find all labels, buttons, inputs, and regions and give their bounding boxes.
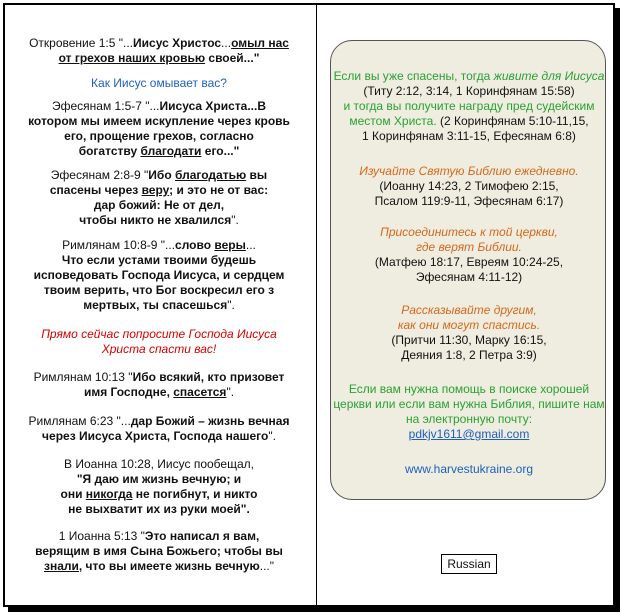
verse-bold: богатству [78,144,141,158]
verse-text: Римлянам 10:8-9 "... [62,238,176,252]
panel-join-church [331,225,607,285]
question-heading: Как Иисус омывает вас? [91,76,227,90]
email-link[interactable]: pdkjv1611@gmail.com [408,427,530,441]
verse-bold: Что если устами твоими будешь [61,253,257,267]
verse-bold-underline: веры [214,238,246,252]
verse-text: ". [227,298,235,312]
verse-bold: они [60,487,86,501]
panel-reference: 1 Коринфянам 3:11-15, Ефесянам 6:8) [362,129,576,143]
panel-orange-heading: Изучайте Святую Библию ежедневно. [359,164,579,178]
language-label: Russian [441,554,497,574]
verse-bold: дар божий: Не от дел, [93,198,225,212]
verse-bold: ; и это не от вас: [169,183,269,197]
panel-orange-heading: Присоединитесь к той церкви, [380,225,558,239]
prayer-call [14,327,304,357]
verse-bold: Ибо [148,168,175,182]
verse-text: ... [245,238,256,252]
verse-bold: Иисус Христос [133,36,222,50]
verse-bold: не погибнут, и никто [132,487,258,501]
panel-green-text: на электронную почту: [405,412,533,426]
panel-green-text: церкви или если вам нужна Библия, пишите нам [333,397,605,411]
panel-study-bible [331,164,607,209]
verse-bold-underline: веру [141,183,170,197]
verse-ephesians-1 [14,99,304,159]
panel-reference: (Иоанну 14:23, 2 Тимофею 2:15, [379,179,559,193]
prayer-line: Прямо сейчас попросите Господа Иисуса [41,327,277,341]
verse-text: Римлянам 6:23 "... [28,414,131,428]
verse-revelation [14,36,304,66]
verse-bold: исповедовать Господа Иисуса, и сердцем [33,268,285,282]
panel-reference: (Матфею 18:17, Евреям 10:24-25, [374,255,564,269]
verse-romans-10-8 [14,238,304,313]
panel-reference: (2 Коринфянам 5:10-11,15, [436,114,589,128]
verse-bold: Это написал я вам, [144,529,260,543]
verse-text: Эфесянам 1:5-7 "... [52,99,160,113]
fold-divider [316,5,317,605]
verse-text: Эфесянам 2:8-9 " [50,168,149,182]
panel-reference: Псалом 119:9-11, Эфесянам 6:17) [374,194,564,208]
panel-live-for-jesus [331,69,607,144]
verse-bold-underline: знали [44,559,79,573]
verse-bold: слово [175,238,215,252]
verse-bold-underline: никогда [85,487,133,501]
verse-bold: своей..." [205,51,260,65]
verse-text: ". [226,385,235,399]
verse-text: 1 Иоанна 5:13 " [58,529,145,543]
verse-bold: имя Господне, [83,385,174,399]
verse-bold-underline: спасется [173,385,227,399]
info-panel [330,40,606,500]
panel-orange-heading: где верят Библии. [416,240,522,254]
prayer-line: Христа спасти вас! [101,342,217,356]
verse-bold: дар Божий – жизнь вечная [130,414,290,428]
verse-text: ". [268,429,276,443]
verse-bold: его, прощение грехов, согласно [64,129,254,143]
verse-text: Римлянам 10:13 " [33,370,133,384]
verse-bold: его..." [201,144,240,158]
verse-bold: Иисуса Христа...В [159,99,266,113]
verse-bold-underline: от грехов наших [58,51,160,65]
verse-bold-underline: кровью [159,51,206,65]
verse-bold: спасены через [49,183,142,197]
website-link[interactable]: www.harvestukraine.org [404,462,534,476]
panel-contact [331,382,607,442]
panel-reference: Эфесянам 4:11-12) [415,270,523,284]
panel-orange-heading: как они могут спастись. [397,318,541,332]
verse-bold: , что вы имеете жизнь вечную [78,559,260,573]
verse-text: ". [231,213,239,227]
verse-romans-6-23 [14,414,304,444]
verse-bold: Ибо всякий, кто призовет [132,370,285,384]
verse-bold-underline: благодатью [175,168,247,182]
verse-bold: мертвых, ты спасешься [83,298,228,312]
panel-tell-others [331,303,607,363]
verse-text: В Иоанна 10:28, Иисус пообещал, [64,457,254,471]
panel-green-text: и тогда вы получите награду пред судейским [343,99,595,113]
panel-green-italic: живите для Иисуса [493,69,605,83]
panel-reference: (Притчи 11:30, Марку 16:15, [391,333,547,347]
panel-green-text: местом Христа. [349,114,437,128]
verse-bold-underline: благодати [140,144,202,158]
verse-bold: чтобы никто не хвалился [79,213,232,227]
verse-bold: верящим в имя Сына Божьего; чтобы вы [35,544,283,558]
panel-green-text: Если вам нужна помощь в поиске хорошей [348,382,590,396]
verse-romans-10-13 [14,370,304,400]
verse-ephesians-2 [14,168,304,228]
panel-reference: Деяния 1:8, 2 Петра 3:9) [401,348,537,362]
verse-text: Откровение 1:5 "... [29,36,134,50]
verse-bold: не выхватит их из руки моей". [68,502,250,516]
verse-bold: через Иисуса Христа, Господа нашего [42,429,269,443]
panel-green-text: Если вы уже спасены, тогда [333,69,494,83]
verse-1-john-5-13 [14,529,304,574]
verse-bold-underline: омыл нас [231,36,289,50]
verse-text: ... [221,36,232,50]
verse-bold: котором мы имеем искупление через кровь [28,114,290,128]
verse-bold: вы [246,168,268,182]
panel-reference: (Титу 2:12, 3:14, 1 Коринфянам 15:58) [363,84,575,98]
verse-bold: твоим верить, что Бог воскресил его з [43,283,275,297]
panel-orange-heading: Рассказывайте другим, [401,303,537,317]
verse-bold: "Я даю им жизнь вечную; и [76,472,242,486]
verse-john-10-28 [14,457,304,517]
verse-text: ..." [259,559,274,573]
